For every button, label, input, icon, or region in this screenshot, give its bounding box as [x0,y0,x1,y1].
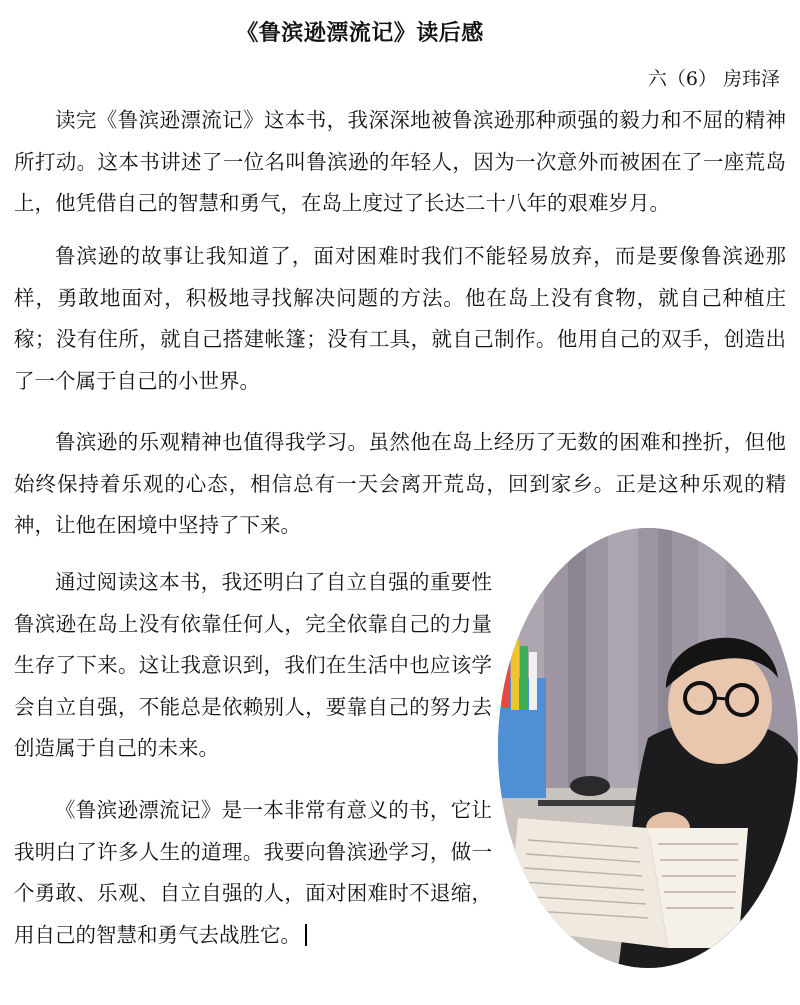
author-line: 六（6） 房玮泽 [647,68,780,90]
reading-photo [498,528,798,968]
paragraph-5 [14,790,492,956]
page-title: 《鲁滨逊漂流记》读后感 [236,20,484,46]
paragraph-2: 鲁滨逊的故事让我知道了，面对困难时我们不能轻易放弃，而是要像鲁滨逊那样，勇敢地面对，积极地寻找解决问题的方法。他在岛上没有食物，就自己种植庄稼；没有住所，就自己搭建帐篷；没有工具，就自己制作。他用自己的双手，创造出了一个属于自己的小世界。 [14,244,786,393]
paragraph-1: 读完《鲁滨逊漂流记》这本书，我深深地被鲁滨逊那种顽强的毅力和不屈的精神所打动。这本书讲述了一位名叫鲁滨逊的年轻人，因为一次意外而被困在了一座荒岛上，他凭借自己的智慧和勇气，在岛上度过了长达二十八年的艰难岁月。 [14,108,786,215]
paragraph-4: 通过阅读这本书，我还明白了自立自强的重要性鲁滨逊在岛上没有依靠任何人，完全依靠自己的力量生存了下来。这让我意识到，我们在生活中也应该学会自立自强，不能总是依赖别人，要靠自己的努力去创造属于自己的未来。 [14,570,492,760]
text-cursor [305,924,307,946]
paragraph-3: 鲁滨逊的乐观精神也值得我学习。虽然他在岛上经历了无数的困难和挫折，但他始终保持着乐观的心态，相信总有一天会离开荒岛，回到家乡。正是这种乐观的精神，让他在困境中坚持了下来。 [14,430,786,537]
paragraph-5-text: 《鲁滨逊漂流记》是一本非常有意义的书，它让我明白了许多人生的道理。我要向鲁滨逊学习，做一个勇敢、乐观、自立自强的人，面对困难时不退缩，用自己的智慧和勇气去战胜它。 [14,798,492,947]
boy-reading-illustration [498,528,798,968]
